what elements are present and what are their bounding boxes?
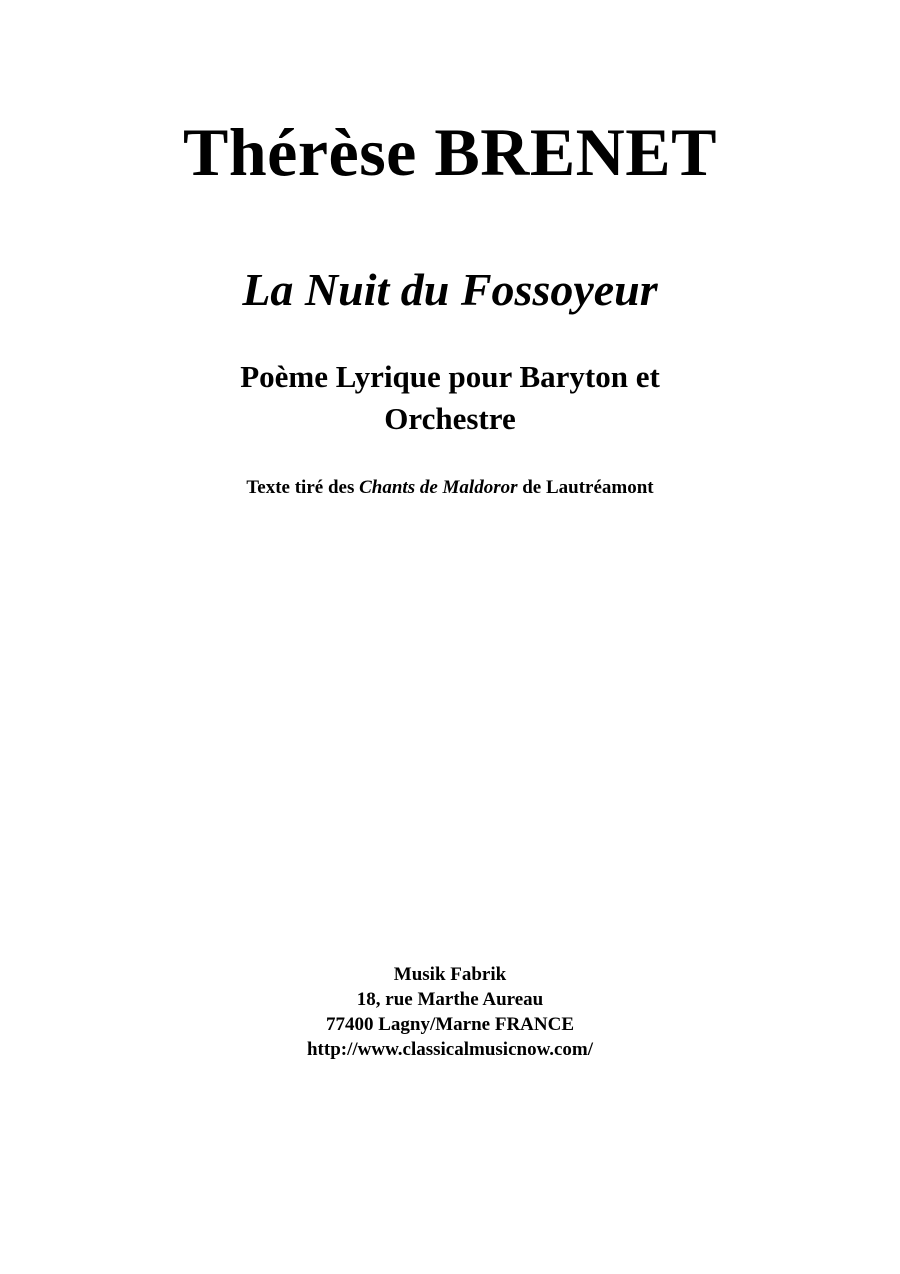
source-work-title: Chants de Maldoror [359,477,518,498]
publisher-block [0,962,900,1062]
publisher-city: 77400 Lagny/Marne FRANCE [325,1014,575,1035]
composer-name: Thérèse BRENET [183,114,717,190]
text-source-line [0,476,900,500]
source-prefix: Texte tiré des [246,477,360,498]
work-title: La Nuit du Fossoyeur [242,264,658,315]
subtitle-line-2: Orchestre [384,401,516,436]
source-suffix: de Lautréamont [517,477,654,498]
work-subtitle [0,356,900,440]
publisher-street: 18, rue Marthe Aureau [356,989,544,1010]
publisher-url: http://www.classicalmusicnow.com/ [306,1039,594,1060]
publisher-name: Musik Fabrik [393,964,507,985]
subtitle-line-1: Poème Lyrique pour Baryton et [240,359,660,394]
